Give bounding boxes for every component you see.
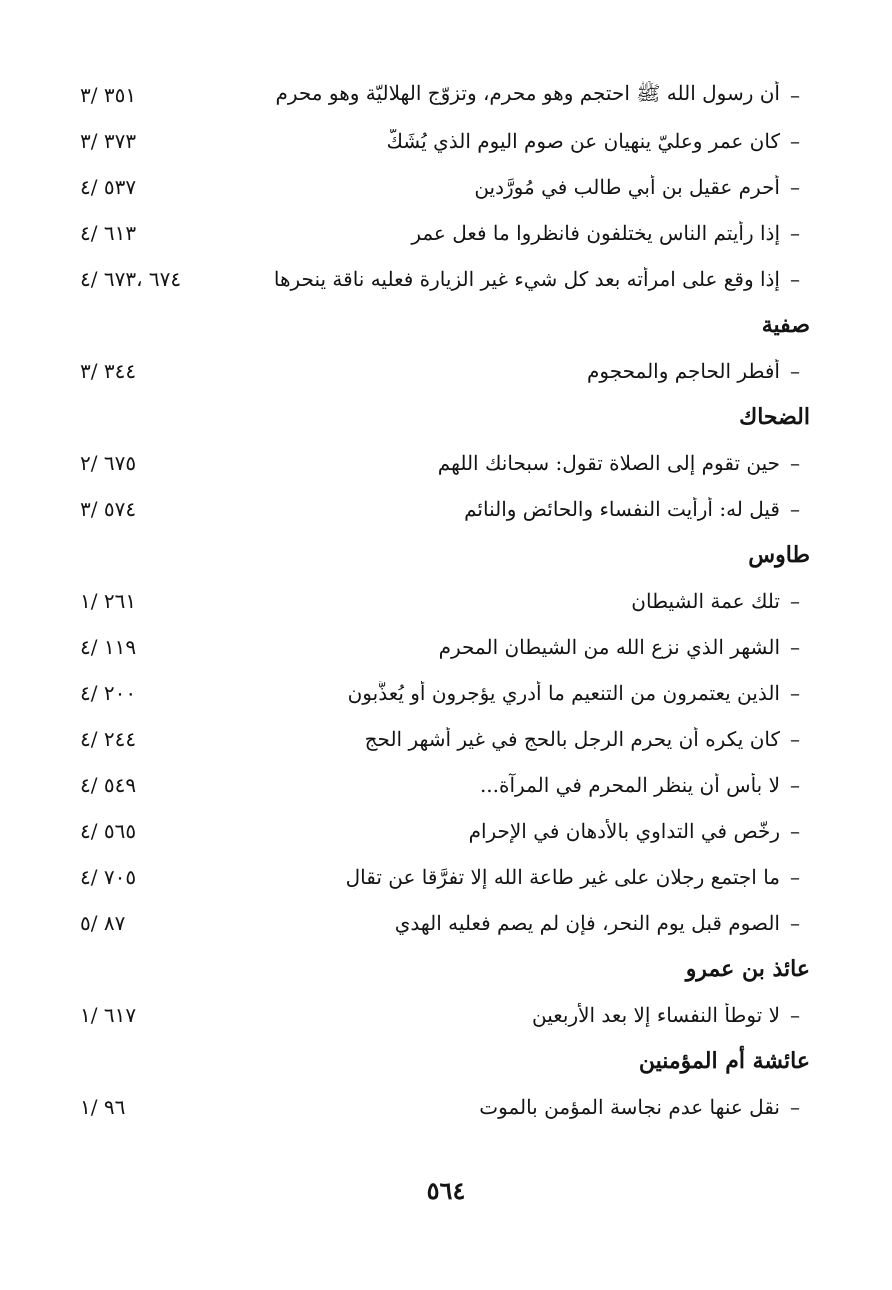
entry-dash: – <box>790 83 800 107</box>
entry-dash: – <box>790 175 800 199</box>
entry-text: كان عمر وعليّ ينهيان عن صوم اليوم الذي يُشَكّ <box>386 129 780 153</box>
index-entry <box>80 762 810 808</box>
index-entry <box>80 1084 810 1130</box>
index-list <box>80 72 810 1130</box>
index-entry <box>80 440 810 486</box>
entry-dash: – <box>790 267 800 291</box>
index-entry <box>80 900 810 946</box>
index-entry <box>80 808 810 854</box>
entry-reference: ٦١٧ /١ <box>80 1003 137 1027</box>
entry-reference: ٦٧٤ ،٦٧٣ /٤ <box>80 267 182 291</box>
entry-text: أحرم عقيل بن أبي طالب في مُورَّدين <box>474 175 780 199</box>
entry-dash: – <box>790 129 800 153</box>
entry-text: أفطر الحاجم والمحجوم <box>586 359 780 383</box>
entry-text: لا بأس أن ينظر المحرم في المرآة... <box>479 773 780 797</box>
index-entry <box>80 210 810 256</box>
page-number: ٥٦٤ <box>426 1176 466 1205</box>
entry-dash: – <box>790 773 800 797</box>
entry-text: لا توطأ النفساء إلا بعد الأربعين <box>531 1003 780 1027</box>
entry-text: الذين يعتمرون من التنعيم ما أدري يؤجرون أو يُعذَّبون <box>347 681 780 705</box>
entry-text: حين تقوم إلى الصلاة تقول: سبحانك اللهم <box>437 451 780 475</box>
entry-dash: – <box>790 911 800 935</box>
entry-dash: – <box>790 819 800 843</box>
entry-text: إذا رأيتم الناس يختلفون فانظروا ما فعل عمر <box>411 221 780 245</box>
section-heading: صفية <box>761 312 810 338</box>
entry-dash: – <box>790 497 800 521</box>
section-heading: عائشة أم المؤمنين <box>638 1048 810 1074</box>
entry-text: الشهر الذي نزع الله من الشيطان المحرم <box>438 635 780 659</box>
entry-text: كان يكره أن يحرم الرجل بالحج في غير أشهر الحج <box>364 727 780 751</box>
entry-dash: – <box>790 727 800 751</box>
index-entry <box>80 72 810 118</box>
entry-text: أن رسول الله ﷺ احتجم وهو محرم، وتزوّج الهلاليّة وهو محرم <box>275 80 780 105</box>
index-entry <box>80 486 810 532</box>
entry-reference: ٧٠٥ /٤ <box>80 865 137 889</box>
entry-dash: – <box>790 865 800 889</box>
entry-reference: ٢٠٠ /٤ <box>80 681 137 705</box>
index-entry <box>80 164 810 210</box>
entry-dash: – <box>790 1003 800 1027</box>
entry-reference: ٣٧٣ /٣ <box>80 129 137 153</box>
entry-text: إذا وقع على امرأته بعد كل شيء غير الزيارة فعليه ناقة ينحرها <box>273 267 780 291</box>
entry-text: قيل له: أرأيت النفساء والحائض والنائم <box>464 497 780 521</box>
section-heading: طاوس <box>748 542 810 568</box>
entry-dash: – <box>790 635 800 659</box>
entry-dash: – <box>790 681 800 705</box>
entry-reference: ٥٦٥ /٤ <box>80 819 137 843</box>
entry-text: نقل عنها عدم نجاسة المؤمن بالموت <box>479 1095 780 1119</box>
entry-text: ما اجتمع رجلان على غير طاعة الله إلا تفرَّقا عن تقالٍ <box>345 865 780 889</box>
index-entry <box>80 854 810 900</box>
entry-reference: ٦١٣ /٤ <box>80 221 137 245</box>
entry-text: تلك عمة الشيطان <box>631 589 780 613</box>
entry-reference: ٨٧ /٥ <box>80 911 126 935</box>
entry-reference: ١١٩ /٤ <box>80 635 137 659</box>
index-entry <box>80 670 810 716</box>
entry-dash: – <box>790 1095 800 1119</box>
entry-dash: – <box>790 451 800 475</box>
index-entry <box>80 624 810 670</box>
section-heading: الضحاك <box>739 404 810 430</box>
section-heading: عائذ بن عمرو <box>685 956 810 982</box>
index-entry <box>80 716 810 762</box>
entry-reference: ٥٣٧ /٤ <box>80 175 137 199</box>
entry-reference: ٢٦١ /١ <box>80 589 137 613</box>
index-entry <box>80 348 810 394</box>
entry-reference: ٥٧٤ /٣ <box>80 497 137 521</box>
entry-reference: ٦٧٥ /٢ <box>80 451 137 475</box>
index-entry <box>80 118 810 164</box>
entry-reference: ٢٤٤ /٤ <box>80 727 137 751</box>
entry-text: رخّص في التداوي بالأدهان في الإحرام <box>468 819 780 843</box>
entry-text: الصوم قبل يوم النحر، فإن لم يصم فعليه الهدي <box>394 911 780 935</box>
entry-reference: ٥٤٩ /٤ <box>80 773 137 797</box>
entry-reference: ٣٤٤ /٣ <box>80 359 137 383</box>
entry-dash: – <box>790 589 800 613</box>
entry-dash: – <box>790 221 800 245</box>
entry-dash: – <box>790 359 800 383</box>
entry-reference: ٣٥١ /٣ <box>80 83 137 107</box>
index-entry <box>80 578 810 624</box>
index-entry <box>80 992 810 1038</box>
index-entry <box>80 256 810 302</box>
entry-reference: ٩٦ /١ <box>80 1095 126 1119</box>
